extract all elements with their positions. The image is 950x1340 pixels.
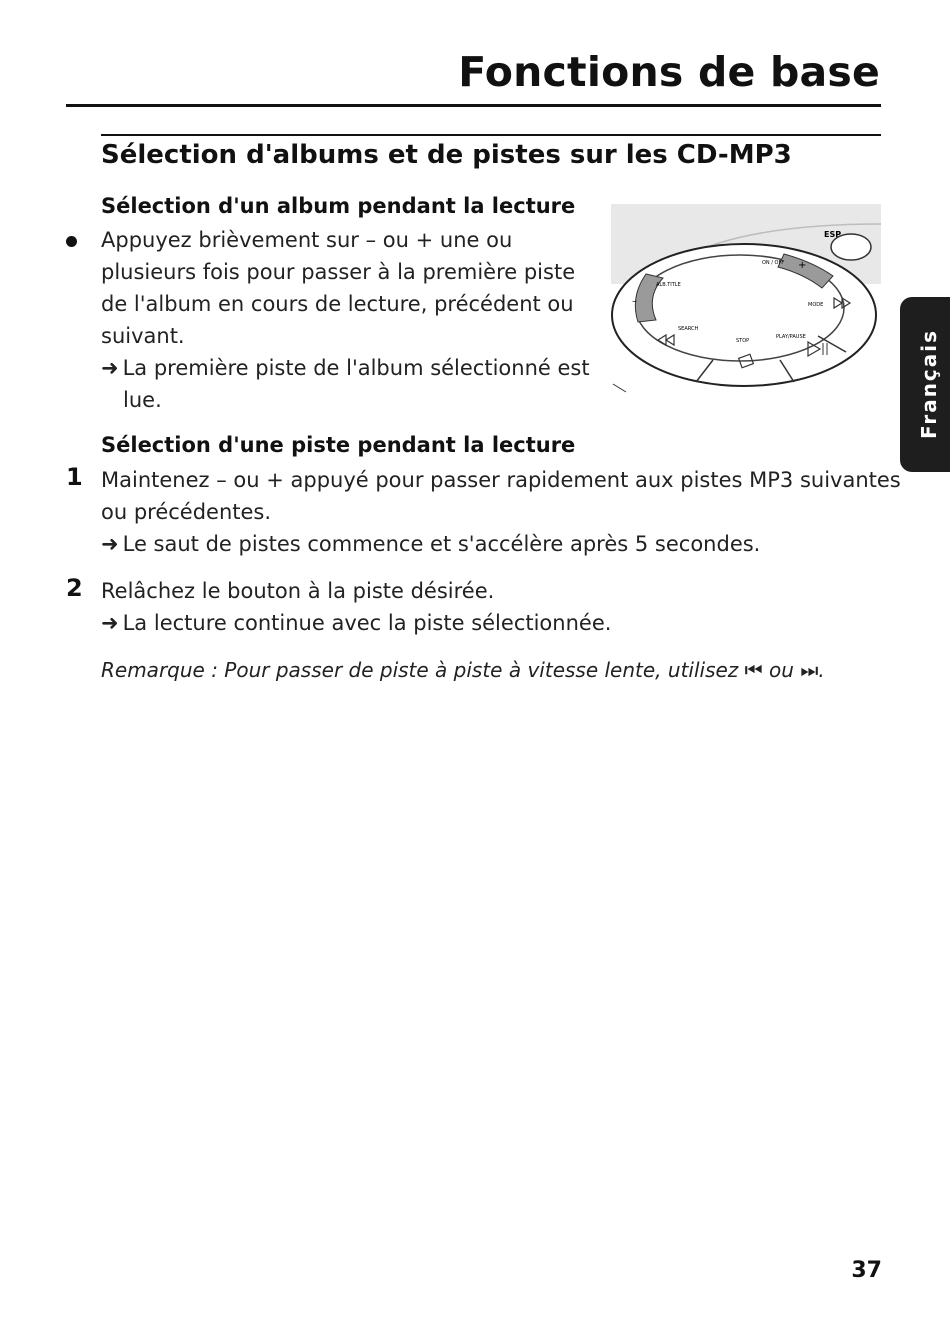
section-rule (101, 134, 881, 136)
on-off-label: ON / OFF (762, 260, 785, 266)
step-number: 2 (66, 574, 83, 602)
album-result (101, 352, 590, 416)
step-1-result (101, 528, 760, 560)
alb-title-label: ALB.TITLE (656, 282, 681, 288)
page-number: 37 (851, 1258, 882, 1283)
step-line: ou précédentes. (101, 500, 272, 524)
bullet-icon (66, 236, 77, 247)
page-title: Fonctions de base (458, 48, 880, 96)
step-line: Relâchez le bouton à la piste désirée. (101, 579, 495, 603)
note-middle: ou (762, 658, 801, 682)
step-result-text: La lecture continue avec la piste sélectionnée. (122, 611, 612, 635)
play-pause-label: PLAY/PAUSE (776, 334, 806, 340)
esp-label: ESP (824, 230, 842, 239)
step-result-text: Le saut de pistes commence et s'accélère après 5 secondes. (122, 532, 761, 556)
album-instruction-line: de l'album en cours de lecture, précédent ou (101, 292, 574, 316)
next-track-icon: ⏭ (800, 658, 819, 682)
stop-label: STOP (736, 338, 750, 344)
player-controls-illustration (608, 202, 882, 400)
plus-label: + (798, 260, 807, 271)
arrow-icon: ➜ (101, 532, 119, 556)
album-selection-heading: Sélection d'un album pendant la lecture (101, 194, 576, 218)
step-2-text (101, 575, 494, 607)
step-line: Maintenez – ou + appuyé pour passer rapidement aux pistes MP3 suivantes (101, 468, 901, 492)
arrow-icon: ➜ (101, 611, 119, 635)
previous-track-icon: ⏮ (744, 658, 763, 682)
note-suffix: . (818, 658, 825, 682)
language-tab-label: Français (917, 328, 941, 440)
note-prefix: Remarque : Pour passer de piste à piste à vitesse lente, utilisez (101, 658, 745, 682)
album-instruction-line: plusieurs fois pour passer à la première piste (101, 260, 576, 284)
search-label: SEARCH (678, 326, 699, 332)
album-instructions (101, 224, 575, 352)
note (101, 658, 825, 682)
arrow-icon: ➜ (101, 356, 119, 380)
album-instruction-line: Appuyez brièvement sur – ou + une ou (101, 228, 513, 252)
album-result-line: lue. (123, 388, 162, 412)
album-result-line: La première piste de l'album sélectionné est (122, 356, 590, 380)
minus-label: – (632, 296, 637, 307)
step-1-text (101, 464, 901, 528)
album-instruction-line: suivant. (101, 324, 185, 348)
step-number: 1 (66, 463, 83, 491)
mode-label: MODE (808, 302, 824, 308)
header-rule (66, 104, 881, 107)
track-selection-heading: Sélection d'une piste pendant la lecture (101, 433, 576, 457)
section-title: Sélection d'albums et de pistes sur les CD-MP3 (101, 140, 792, 170)
step-2-result (101, 607, 611, 639)
